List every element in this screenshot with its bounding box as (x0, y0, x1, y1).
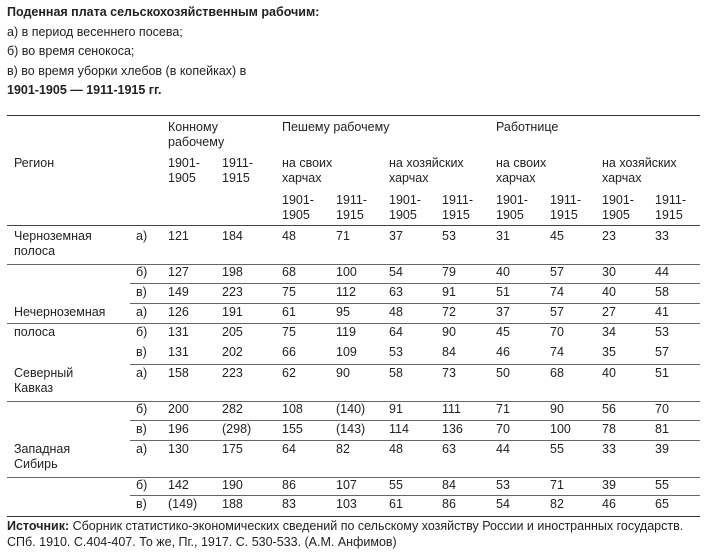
wage-value: 78 (602, 422, 616, 436)
wage-value: 191 (222, 305, 243, 319)
header-horse-worker (168, 120, 224, 150)
region-line-1: Западная (14, 442, 71, 456)
wage-value: 188 (222, 497, 243, 511)
header-owner-line1: на хозяйских (389, 156, 464, 170)
caption-period: 1901-1905 — 1911-1915 гг. (7, 83, 162, 97)
header-owner-line2: харчах (389, 171, 429, 185)
header-year-top: 1911- (655, 193, 687, 207)
wage-value: 103 (336, 497, 357, 511)
header-year-cell (282, 193, 314, 223)
header-year-top: 1901- (602, 193, 634, 207)
wage-value: 57 (550, 305, 564, 319)
wage-value: 53 (442, 229, 456, 243)
wage-value: 86 (442, 497, 456, 511)
header-year-bottom: 1915 (222, 171, 250, 185)
header-year-cell (389, 193, 421, 223)
wage-value: 100 (550, 422, 571, 436)
wage-value: 74 (550, 285, 564, 299)
header-woman-own-food (496, 156, 546, 186)
wage-value: (140) (336, 402, 366, 416)
wage-value: 70 (655, 402, 669, 416)
wage-value: 91 (442, 285, 456, 299)
wage-value: 75 (282, 325, 296, 339)
wage-value: 40 (602, 366, 616, 380)
wage-value: (149) (168, 497, 198, 511)
header-year-bottom: 1915 (550, 208, 578, 222)
source-note (7, 518, 701, 550)
wage-value: 64 (389, 325, 403, 339)
wage-value: 33 (602, 442, 616, 456)
wage-value: 55 (389, 478, 403, 492)
period-label: б) (136, 478, 148, 492)
header-owner-line1: на хозяйских (602, 156, 677, 170)
wage-value: 86 (282, 478, 296, 492)
header-year-top: 1911- (336, 193, 368, 207)
header-year-top: 1901- (496, 193, 528, 207)
header-horse-line1: Конному (168, 120, 218, 134)
wage-value: 54 (389, 265, 403, 279)
header-own-line2: харчах (496, 171, 536, 185)
wage-value: 46 (496, 345, 510, 359)
wage-value: 37 (389, 229, 403, 243)
period-label: б) (136, 325, 148, 339)
wage-value: 158 (168, 366, 189, 380)
header-horse-period-1 (168, 156, 200, 186)
wage-value: 155 (282, 422, 303, 436)
wage-value: 81 (655, 422, 669, 436)
wage-value: 58 (389, 366, 403, 380)
wage-value: 90 (336, 366, 350, 380)
wage-value: 82 (336, 442, 350, 456)
wage-value: 46 (602, 497, 616, 511)
wage-value: 70 (550, 325, 564, 339)
header-year-bottom: 1915 (655, 208, 683, 222)
wage-value: 27 (602, 305, 616, 319)
wage-value: 50 (496, 366, 510, 380)
wage-value: 83 (282, 497, 296, 511)
row-separator (130, 303, 700, 304)
region-name (14, 229, 92, 259)
wage-value: (143) (336, 422, 366, 436)
wage-value: 205 (222, 325, 243, 339)
wage-value: 126 (168, 305, 189, 319)
header-year-cell (655, 193, 686, 223)
header-year-bottom: 1915 (336, 208, 364, 222)
header-year-cell (442, 193, 473, 223)
wage-value: 121 (168, 229, 189, 243)
wage-value: 33 (655, 229, 669, 243)
region-line-2: Сибирь (14, 457, 58, 471)
header-year-cell (602, 193, 634, 223)
region-line-1: Северный (14, 366, 74, 380)
wage-value: 142 (168, 478, 189, 492)
wage-value: 91 (389, 402, 403, 416)
wage-value: 35 (602, 345, 616, 359)
header-bottom-rule (7, 225, 700, 226)
caption-line-c: в) во время уборки хлебов (в копейках) в (7, 63, 247, 78)
source-label: Источник: (7, 519, 70, 533)
wage-value: 84 (442, 478, 456, 492)
wage-value: 68 (282, 265, 296, 279)
wage-value: 114 (389, 422, 409, 436)
wage-value: 23 (602, 229, 616, 243)
wage-value: 200 (168, 402, 189, 416)
wage-value: 90 (442, 325, 456, 339)
wage-value: 65 (655, 497, 669, 511)
table-caption (7, 3, 697, 101)
period-label: в) (136, 422, 147, 436)
wage-value: 66 (282, 345, 296, 359)
row-separator (130, 364, 700, 365)
header-own-line1: на своих (282, 156, 333, 170)
header-horse-period-2 (222, 156, 253, 186)
wage-value: 54 (496, 497, 510, 511)
wage-value: 95 (336, 305, 350, 319)
region-line-1: Черноземная (14, 229, 92, 243)
wage-value: 119 (336, 325, 356, 339)
wage-value: 71 (336, 229, 350, 243)
caption-heading: Поденная плата сельскохозяйственным рабочим: (7, 5, 320, 19)
row-separator (130, 420, 700, 421)
wage-value: 62 (282, 366, 296, 380)
wage-value: 61 (282, 305, 296, 319)
header-woman-worker: Работнице (496, 120, 559, 134)
header-woman-owner-food (602, 156, 677, 186)
header-year-bottom: 1905 (602, 208, 630, 222)
region-line-1: Нечерноземная (14, 305, 106, 319)
region-name (14, 366, 73, 396)
header-year-top: 1901- (282, 193, 314, 207)
header-year-top: 1911- (442, 193, 474, 207)
caption-line-b: б) во время сенокоса; (7, 44, 135, 58)
header-year-bottom: 1905 (389, 208, 417, 222)
period-label: в) (136, 497, 147, 511)
wage-value: 39 (602, 478, 616, 492)
wage-value: 51 (655, 366, 669, 380)
wage-value: 71 (496, 402, 510, 416)
wage-value: 57 (655, 345, 669, 359)
wage-value: 45 (550, 229, 564, 243)
wage-value: 82 (550, 497, 564, 511)
wage-value: 68 (550, 366, 564, 380)
wage-value: 44 (496, 442, 510, 456)
header-year-cell (550, 193, 581, 223)
region-line-1: полоса (14, 325, 56, 339)
period-label: в) (136, 285, 147, 299)
header-region: Регион (14, 156, 55, 170)
wage-value: 282 (222, 402, 243, 416)
wage-value: 40 (496, 265, 510, 279)
wage-value: 31 (496, 229, 510, 243)
period-label: а) (136, 442, 148, 456)
table-bottom-rule (7, 516, 700, 517)
header-horse-line2: рабочему (168, 135, 225, 149)
wage-value: 107 (336, 478, 357, 492)
wage-value: 196 (168, 422, 189, 436)
wage-value: (298) (222, 422, 252, 436)
wage-value: 34 (602, 325, 616, 339)
wage-value: 111 (442, 402, 462, 416)
header-year-top: 1901- (389, 193, 421, 207)
period-label: а) (136, 366, 148, 380)
wage-value: 100 (336, 265, 357, 279)
header-year-bottom: 1905 (168, 171, 196, 185)
row-separator (130, 495, 700, 496)
header-year-bottom: 1905 (282, 208, 310, 222)
wage-value: 70 (496, 422, 510, 436)
period-label: б) (136, 402, 148, 416)
wage-value: 55 (655, 478, 669, 492)
period-label: в) (136, 345, 147, 359)
header-year-top: 1901- (168, 156, 200, 170)
wage-value: 41 (655, 305, 669, 319)
wage-value: 57 (550, 265, 564, 279)
wage-value: 73 (442, 366, 456, 380)
wage-value: 30 (602, 265, 616, 279)
wage-value: 184 (222, 229, 243, 243)
wage-value: 202 (222, 345, 243, 359)
wage-value: 56 (602, 402, 616, 416)
header-year-bottom: 1915 (442, 208, 470, 222)
wage-value: 112 (336, 285, 356, 299)
wage-value: 51 (496, 285, 510, 299)
header-year-cell (336, 193, 367, 223)
wage-value: 127 (168, 265, 189, 279)
wage-value: 39 (655, 442, 669, 456)
wage-value: 58 (655, 285, 669, 299)
wage-value: 109 (336, 345, 357, 359)
wage-value: 53 (655, 325, 669, 339)
wage-value: 75 (282, 285, 296, 299)
wage-value: 198 (222, 265, 243, 279)
row-separator (130, 440, 700, 441)
wage-value: 71 (550, 478, 564, 492)
wage-value: 136 (442, 422, 463, 436)
header-foot-own-food (282, 156, 332, 186)
wage-value: 90 (550, 402, 564, 416)
region-line-2: полоса (14, 244, 56, 258)
wage-value: 223 (222, 366, 243, 380)
header-foot-worker: Пешему рабочему (282, 120, 390, 134)
wage-value: 64 (282, 442, 296, 456)
region-name (14, 325, 55, 340)
caption-line-a: а) в период весеннего посева; (7, 24, 183, 39)
wage-value: 149 (168, 285, 189, 299)
wage-value: 72 (442, 305, 456, 319)
wage-value: 44 (655, 265, 669, 279)
wage-value: 48 (389, 442, 403, 456)
period-label: а) (136, 229, 148, 243)
wage-value: 131 (168, 345, 189, 359)
wage-value: 40 (602, 285, 616, 299)
wage-value: 61 (389, 497, 403, 511)
header-own-line2: харчах (282, 171, 322, 185)
header-own-line1: на своих (496, 156, 547, 170)
wage-value: 53 (389, 345, 403, 359)
wage-value: 175 (222, 442, 243, 456)
header-owner-line2: харчах (602, 171, 642, 185)
wage-value: 53 (496, 478, 510, 492)
period-label: а) (136, 305, 148, 319)
header-foot-owner-food (389, 156, 464, 186)
wage-value: 37 (496, 305, 510, 319)
wage-value: 63 (389, 285, 403, 299)
header-year-top: 1911- (222, 156, 254, 170)
wage-value: 130 (168, 442, 189, 456)
wage-value: 63 (442, 442, 456, 456)
period-label: б) (136, 265, 148, 279)
region-name (14, 442, 70, 472)
wage-value: 190 (222, 478, 243, 492)
header-year-top: 1911- (550, 193, 582, 207)
row-separator (7, 323, 700, 324)
wage-value: 74 (550, 345, 564, 359)
header-year-cell (496, 193, 528, 223)
wage-value: 55 (550, 442, 564, 456)
header-year-bottom: 1905 (496, 208, 524, 222)
wage-value: 79 (442, 265, 456, 279)
table-top-rule (7, 115, 700, 116)
wage-value: 48 (282, 229, 296, 243)
wage-value: 48 (389, 305, 403, 319)
region-line-2: Кавказ (14, 381, 54, 395)
wage-value: 131 (168, 325, 189, 339)
row-separator (130, 283, 700, 284)
region-name (14, 305, 105, 320)
wage-value: 223 (222, 285, 243, 299)
wage-value: 108 (282, 402, 303, 416)
wage-value: 45 (496, 325, 510, 339)
source-text: Сборник статистико-экономических сведений по сельскому хозяйству России и иностранных государств. СПб. 1910. С.404-407. То же, Пг., 1917. С. 530-533. (А.М. Анфимов) (7, 519, 684, 549)
wage-value: 84 (442, 345, 456, 359)
